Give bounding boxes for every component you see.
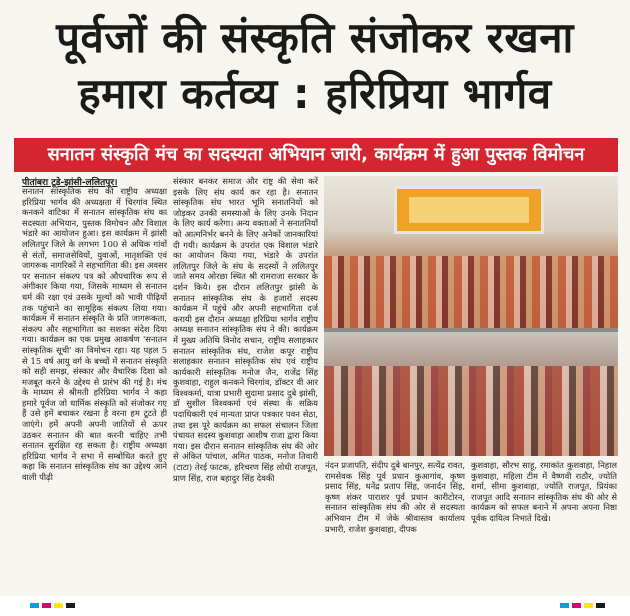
photo-crowd-front — [324, 256, 618, 328]
registration-mark-yellow-right — [584, 603, 593, 608]
registration-mark-black — [66, 603, 75, 608]
registration-mark-black-right — [596, 603, 605, 608]
headline-line-2: हमारा कर्तव्य : हरिप्रिया भार्गव — [78, 69, 552, 118]
dateline: पीतांबरा टूडे-झांसी-ललितपुर। — [22, 178, 118, 188]
photo-stage-banner — [394, 186, 544, 234]
print-margin — [0, 596, 630, 616]
event-photo — [324, 176, 618, 456]
article-column-4: कुशवाहा, सौरभ साहू, रमाकांत कुशवाहा, निहाल कुशवाहा, महिला टीम में वैष्णवी राठौर, ज्योति शर्मा, सीमा कुशवाहा, ज्योति राजपूत, प्रियंका राजपूत आदि सनातन सांस्कृतिक संघ की ओर से कार्यक्रम को सफल बनाने में अपना अपना निष्ठा पूर्वक दायित्व निभाते दिखे। — [471, 460, 617, 523]
article-column-3: नंदन प्रजापति, संदीप दुबे बानपुर, सत्येंद्र रावत, रामसेवक सिंह पूर्व प्रधान कुआगांव, कृष्ण प्रसाद सिंह, धनेंद्र प्रताप सिंह, जनार्दन सिंह, कृष्ण शंकर पाराशर पूर्व प्रधान कारीटोरन, सनातन सांस्कृतिक संघ की ओर से सदस्यता अभियान टीम में जेके श्रीवास्तव कार्यालय प्रभारी, राजेश कुशवाहा, दीपक — [325, 460, 465, 534]
subheadline-banner: सनातन संस्कृति मंच का सदस्यता अभियान जारी, कार्यक्रम में हुआ पुस्तक विमोचन — [14, 138, 618, 172]
registration-mark-yellow — [54, 603, 63, 608]
registration-mark-magenta — [42, 603, 51, 608]
article-column-2: संस्कार बनकर समाज और राष्ट्र की सेवा करें इसके लिए संघ कार्य कर रहा है। सनातन सांस्कृतिक संघ भारत भूमि सनातनियों को जोड़कर उनकी समस्याओं के लिए उनके निदान के लिए कार्य करेगा। अन्य वक्ताओं ने सनातनियों को आत्मनिर्भर बनने के लिए अनेकों जानकारियां दी गयी। कार्यक्रम के उपरांत एक विशाल भंडारे का आयोजन किया गया, भंडारे के उपरांत ललितपुर जिले के संघ के सदस्यों ने ललितपुर जाते समय ओरछा स्थित श्री रामराजा सरकार के दर्शन किये। इस दौरान ललितपुर झांसी के सनातन सांस्कृतिक संघ के हजारों सदस्य कार्यक्रम में पहुंचे और अपनी सहभागिता दर्ज करायी इस दौरान अध्यक्षा हरिप्रिया भार्गव राष्ट्रीय अध्यक्ष सनातन सांस्कृतिक संघ ने की। कार्यक्रम में मुख्य अतिथि विनोद सचान, राष्ट्रीय सलाहकार सनातन सांस्कृतिक संघ, राजेश कपूर राष्ट्रीय सलाहकार सनातन सांस्कृतिक संघ एवं राष्ट्रीय कार्यकारी सांस्कृतिक मनोज जैन, राजेंद्र सिंह कुशवाहा, राहुल कनकने चिरगांव, डॉक्टर वी आर विश्वकर्मा, यात्रा प्रभारी सुदामा प्रसाद दुबे झांसी, डॉ सुशील विश्वकर्मा एवं संस्था के सक्रिय पदाधिकारी एवं मान्यता प्राप्त पत्रकार पवन सेठा, तथा इस पूरे कार्यक्रम का सफल संचालन जिला पंचायत सदस्य कुशवाहा आशीष राजा द्वारा किया गया। इस दौरान सनातन सांस्कृतिक संघ की ओर से अंकित पांचाल, अमित पाठक, मनोज तिवारी (टाटा) तेरई फाटक, हरिचरण सिंह लोधी राजपूत, प्राण सिंह, राज बहादुर सिंह देवकी — [173, 176, 318, 483]
registration-mark-cyan-right — [560, 603, 569, 608]
registration-mark-magenta-right — [572, 603, 581, 608]
article-column-1: सनातन सांस्कृतिक संघ की राष्ट्रीय अध्यक्षा हरिप्रिया भार्गव की अध्यक्षता में चिरगांव स्थित कनकने वाटिका में सनातन सांस्कृतिक संघ का सदस्यता अभियान, पुस्तक विमोचन और विशाल भंडारे का आयोजन हुआ। इस कार्यक्रम में झांसी ललितपुर जिले के लगभग 100 से अधिक गांवों से संतों, समाजसेवियों, युवाओं, मातृशक्ति एवं जागरूक नागरिकों ने सहभागिता की। इस अवसर पर सनातन संकल्प पत्र को औपचारिक रूप से अंगीकार किया गया, जिसके माध्यम से सनातन धर्म की रक्षा एवं उसके मूल्यों को भावी पीढ़ियों तक पहुंचाने का सामूहिक संकल्प लिया गया। कार्यक्रम में सनातन संस्कृति के प्रति जागरूकता, संकल्प और सहभागिता का सशक्त संदेश दिया गया। कार्यक्रम का एक प्रमुख आकर्षण 'सनातन सांस्कृतिक सूची' का विमोचन रहा। यह पहल 5 से 15 वर्ष आयु वर्ग के बच्चों में सनातन संस्कृति को सही समझ, संस्कार और वैचारिक दिशा को मजबूत करने के उद्देश्य से प्रारंभ की गई है। मंच के माध्यम से श्रीमती हरिप्रिया भार्गव ने कहा हमारे पूर्वज जो धार्मिक संस्कृति को संजोकर गए हैं उसे हमें बचाकर रखना है वरना हम टूटते ही जाएंगे। हमें अपनी अपनी जातियों से ऊपर उठकर सनातन की बात करनी चाहिए तभी सनातन सुरक्षित रह सकता है। राष्ट्रीय अध्यक्षा हरिप्रिया भार्गव ने सभा में सम्बोधित करते हुए कहा कि सनातन सांस्कृतिक संघ का उद्देश्य आने वाली पीढ़ी — [22, 186, 167, 483]
photo-crowd-seated — [324, 366, 618, 456]
headline-line-1: पूर्वजों की संस्कृति संजोकर रखना — [56, 13, 574, 62]
registration-mark-cyan — [30, 603, 39, 608]
